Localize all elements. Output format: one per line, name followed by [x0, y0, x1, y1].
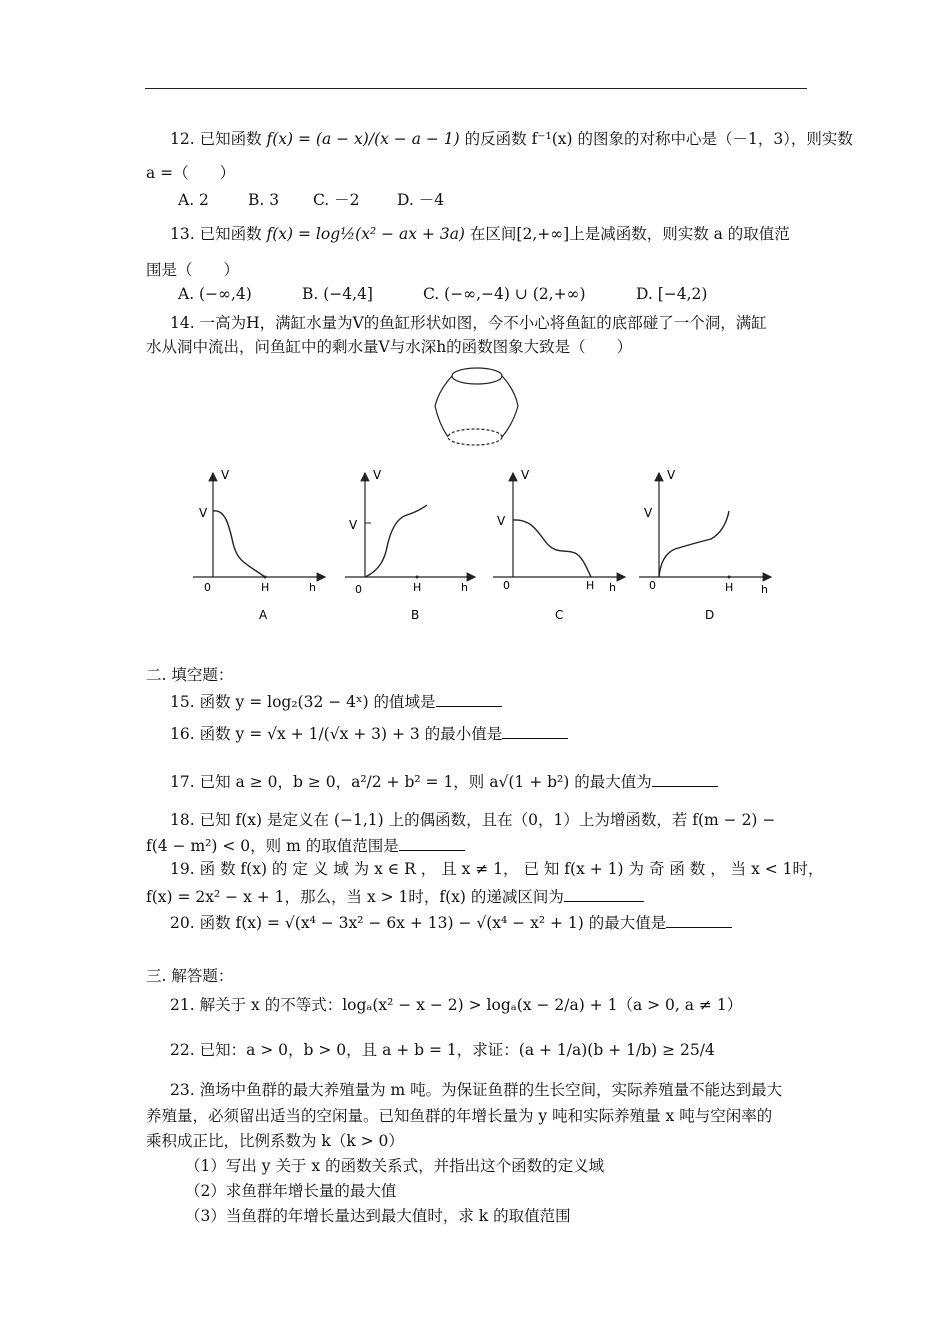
q16: 16. 函数 y = √x + 1/(√x + 3) + 3 的最小值是 — [170, 722, 568, 744]
q15: 15. 函数 y = log₂(32 − 4ˣ) 的值域是 — [170, 690, 502, 712]
graph-c-v-mark: V — [497, 514, 506, 528]
q18-line2: f(4 − m²) < 0，则 m 的取值范围是 — [146, 834, 465, 856]
graph-a-origin: 0 — [204, 581, 211, 594]
q21: 21. 解关于 x 的不等式：logₐ(x² − x − 2) > logₐ(x − 2/a) + 1（a > 0, a ≠ 1） — [170, 996, 743, 1014]
q19-line2: f(x) = 2x² − x + 1，那么，当 x > 1时，f(x) 的递减区间为 — [146, 885, 644, 907]
graph-a-label: A — [259, 608, 268, 622]
q13-option-c: C. (−∞,−4) ∪ (2,+∞) — [423, 285, 586, 303]
graph-c-v-axis-label: V — [521, 468, 530, 482]
q13-formula: f(x) = log½(x² − ax + 3a) — [266, 225, 465, 243]
q23-sub3: （3）当鱼群的年增长量达到最大值时，求 k 的取值范围 — [185, 1207, 571, 1225]
q12-line2: a =（ ） — [146, 164, 236, 182]
q14-line2: 水从洞中流出，问鱼缸中的剩水量V与水深h的函数图象大致是（ ） — [146, 338, 633, 356]
section-2-heading: 二. 填空题： — [146, 666, 234, 684]
graph-d-h-mark: H — [725, 581, 734, 594]
graph-d-origin: 0 — [649, 579, 656, 592]
graph-c-h-mark: H — [586, 579, 595, 592]
graph-c-h-axis-label: h — [609, 581, 616, 594]
q16-blank — [502, 722, 568, 739]
graph-a-h-mark: H — [261, 581, 270, 594]
q17-blank — [652, 770, 718, 787]
graph-c-label: C — [555, 608, 564, 622]
graph-a-curve — [213, 511, 265, 577]
graph-c-origin: 0 — [503, 579, 510, 592]
graph-d-h-axis-label: h — [761, 583, 768, 596]
graph-b-v-mark: V — [349, 518, 358, 532]
q14-line1: 14. 一高为H，满缸水量为V的鱼缸形状如图，今不小心将鱼缸的底部碰了一个洞，满缸 — [170, 314, 767, 332]
graph-d — [639, 468, 771, 622]
graph-d-curve — [659, 511, 729, 577]
q14-graphs — [185, 465, 790, 625]
q13-line1: 13. 已知函数 f(x) = log½(x² − ax + 3a) 在区间[2,+∞]上是减函数，则实数 a 的取值范 — [170, 225, 790, 243]
q18-blank — [399, 834, 465, 851]
q17: 17. 已知 a ≥ 0，b ≥ 0，a²/2 + b² = 1，则 a√(1 + b²) 的最大值为 — [170, 770, 718, 792]
q13-line2: 围是（ ） — [146, 261, 240, 279]
q13-option-a: A. (−∞,4) — [178, 285, 252, 303]
q12-option-d: D. －4 — [397, 191, 445, 209]
q15-blank — [436, 690, 502, 707]
graph-b — [345, 468, 475, 622]
graph-d-label: D — [705, 608, 715, 622]
graph-b-v-axis-label: V — [373, 468, 382, 482]
graph-c-curve — [513, 520, 591, 577]
header-rule — [145, 88, 807, 89]
q23-sub2: （2）求鱼群年增长量的最大值 — [185, 1182, 397, 1200]
q12-option-b: B. 3 — [248, 191, 280, 209]
graph-d-v-mark: V — [644, 506, 653, 520]
q13-option-b: B. (−4,4] — [302, 285, 373, 303]
graph-a — [193, 468, 325, 622]
q12-option-a: A. 2 — [178, 191, 209, 209]
q23-line2: 养殖量，必须留出适当的空闲量。已知鱼群的年增长量为 y 吨和实际养殖量 x 吨与空闲率的 — [146, 1107, 773, 1125]
q19-line1: 19. 函 数 f(x) 的 定 义 域 为 x ∈ R ， 且 x ≠ 1， 已 知 f(x + 1) 为 奇 函 数 ， 当 x < 1时， — [170, 860, 824, 878]
graph-b-label: B — [411, 608, 420, 622]
q13-option-d: D. [−4,2) — [636, 285, 708, 303]
q20-blank — [666, 911, 732, 928]
graph-b-h-mark: H — [413, 581, 422, 594]
graph-b-h-axis-label: h — [461, 581, 468, 594]
q12-line1: 12. 已知函数 f(x) = (a − x)/(x − a − 1) 的反函数 f⁻¹(x) 的图象的对称中心是（－1，3），则实数 — [170, 130, 853, 148]
graph-a-v-mark: V — [199, 506, 208, 520]
q19-blank — [564, 885, 644, 902]
q23-sub1: （1）写出 y 关于 x 的函数关系式，并指出这个函数的定义域 — [185, 1157, 605, 1175]
q22: 22. 已知：a > 0，b > 0，且 a + b = 1，求证：(a + 1/a)(b + 1/b) ≥ 25/4 — [170, 1041, 715, 1059]
q12-formula: f(x) = (a − x)/(x − a − 1) — [266, 130, 460, 148]
graph-d-v-axis-label: V — [667, 468, 676, 482]
graph-b-origin: 0 — [355, 583, 362, 596]
q12-option-c: C. －2 — [313, 191, 360, 209]
fish-tank-figure — [425, 360, 535, 460]
q23-line3: 乘积成正比，比例系数为 k（k > 0） — [146, 1132, 404, 1150]
q20: 20. 函数 f(x) = √(x⁴ − 3x² − 6x + 13) − √(x⁴ − x² + 1) 的最大值是 — [170, 911, 732, 933]
graph-a-v-axis-label: V — [221, 468, 230, 482]
graph-b-curve — [365, 505, 427, 577]
q23-line1: 23. 渔场中鱼群的最大养殖量为 m 吨。为保证鱼群的生长空间，实际养殖量不能达到最大 — [170, 1081, 783, 1099]
q18-line1: 18. 已知 f(x) 是定义在 (−1,1) 上的偶函数，且在（0，1）上为增函数，若 f(m − 2) − — [170, 811, 776, 829]
graph-a-h-axis-label: h — [309, 581, 316, 594]
graph-c — [493, 468, 625, 622]
section-3-heading: 三. 解答题： — [146, 967, 234, 985]
